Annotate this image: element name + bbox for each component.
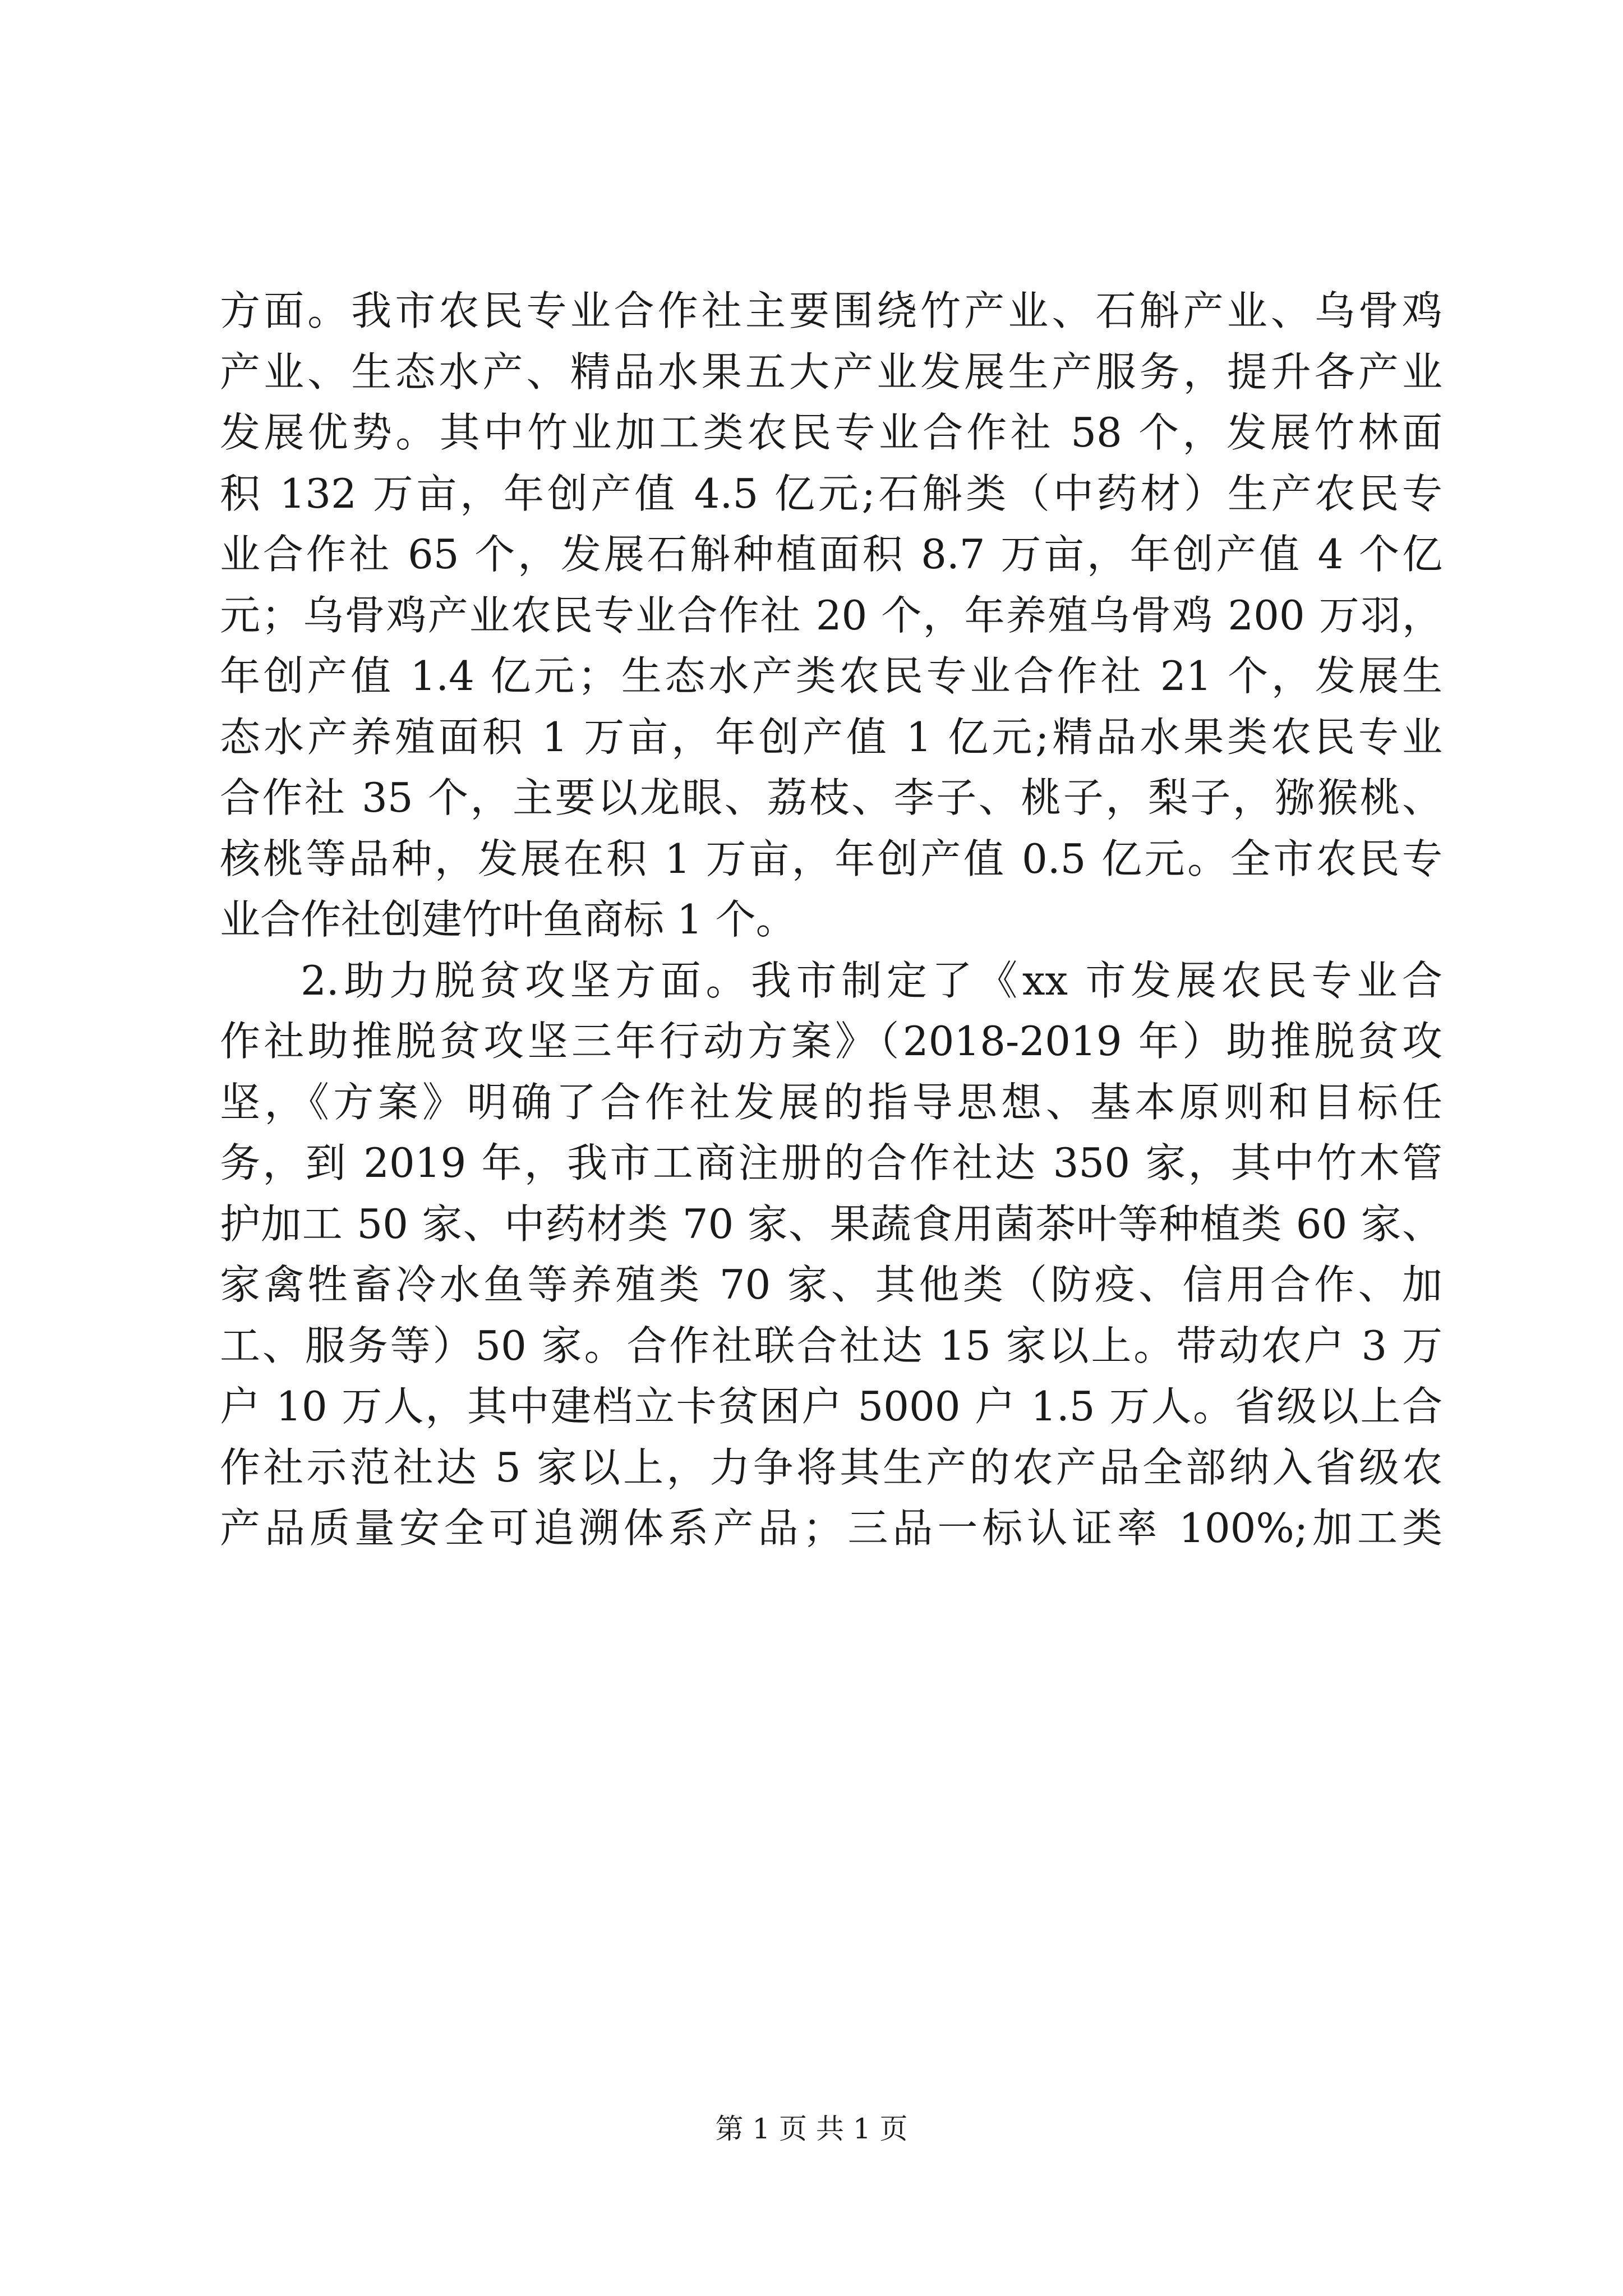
- document-body: [220, 280, 1442, 1559]
- page-number: 第 1 页 共 1 页: [715, 2113, 908, 2145]
- text-line: 工、服务等）50 家。合作社联合社达 15 家以上。带动农户 3 万: [220, 1322, 1442, 1369]
- text-line: 产品质量安全可追溯体系产品；三品一标认证率 100%;加工类: [220, 1504, 1442, 1552]
- text-line: 作社助推脱贫攻坚三年行动方案》（2018-2019 年）助推脱贫攻: [220, 1018, 1442, 1065]
- text-line: 务，到 2019 年，我市工商注册的合作社达 350 家，其中竹木管: [220, 1139, 1442, 1186]
- text-line: 积 132 万亩，年创产值 4.5 亿元;石斛类（中药材）生产农民专: [220, 470, 1442, 517]
- text-line: 年创产值 1.4 亿元；生态水产类农民专业合作社 21 个，发展生: [220, 652, 1442, 700]
- text-line: 发展优势。其中竹业加工类农民专业合作社 58 个，发展竹林面: [220, 409, 1442, 456]
- text-line-section-heading: 2.助力脱贫攻坚方面。我市制定了《xx 市发展农民专业合: [301, 956, 1442, 1004]
- text-line: 合作社 35 个，主要以龙眼、荔枝、李子、桃子，梨子，猕猴桃、: [220, 774, 1442, 821]
- text-line: 坚，《方案》明确了合作社发展的指导思想、基本原则和目标任: [220, 1078, 1442, 1126]
- text-line: 家禽牲畜冷水鱼等养殖类 70 家、其他类（防疫、信用合作、加: [220, 1261, 1442, 1308]
- text-line: 护加工 50 家、中药材类 70 家、果蔬食用菌茶叶等种植类 60 家、: [220, 1200, 1442, 1248]
- text-line: 业合作社创建竹叶鱼商标 1 个。: [220, 896, 796, 943]
- text-line: 态水产养殖面积 1 万亩，年创产值 1 亿元;精品水果类农民专业: [220, 713, 1442, 761]
- text-line: 户 10 万人，其中建档立卡贫困户 5000 户 1.5 万人。省级以上合: [220, 1383, 1442, 1430]
- text-line: 核桃等品种，发展在积 1 万亩，年创产值 0.5 亿元。全市农民专: [220, 835, 1442, 882]
- text-line: 产业、生态水产、精品水果五大产业发展生产服务，提升各产业: [220, 348, 1442, 395]
- text-line: 业合作社 65 个，发展石斛种植面积 8.7 万亩，年创产值 4 个亿: [220, 531, 1442, 578]
- text-line: 元；乌骨鸡产业农民专业合作社 20 个，年养殖乌骨鸡 200 万羽，: [220, 591, 1442, 639]
- text-line: 方面。我市农民专业合作社主要围绕竹产业、石斛产业、乌骨鸡: [220, 287, 1442, 334]
- page-footer: [0, 2106, 1623, 2147]
- text-line: 作社示范社达 5 家以上，力争将其生产的农产品全部纳入省级农: [220, 1443, 1442, 1491]
